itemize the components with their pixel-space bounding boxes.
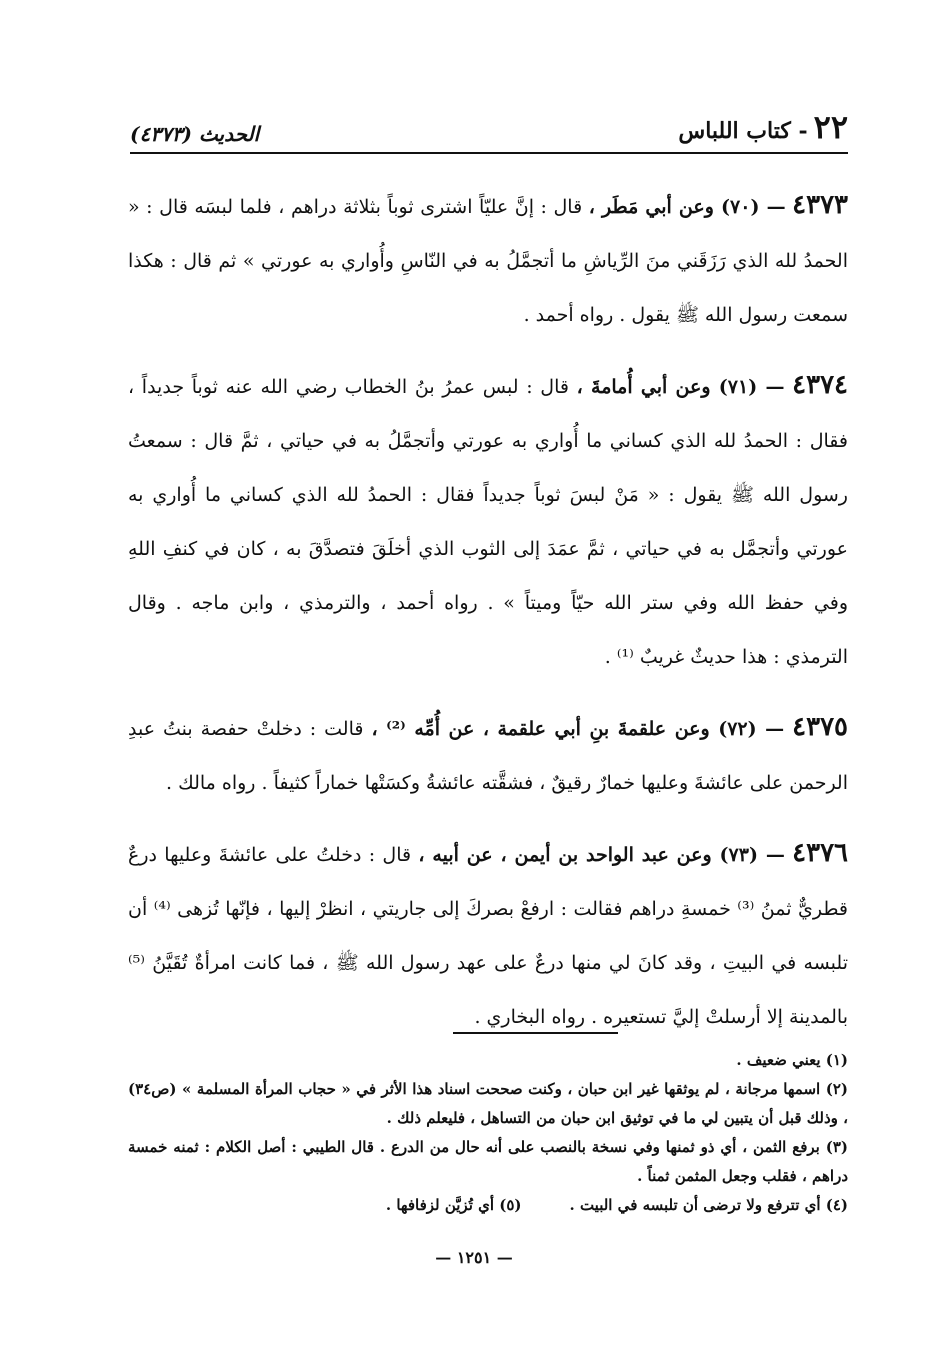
hadith-number: ٤٣٧٣ [792,190,848,220]
footnote-3: (٣) برفع الثمن ، أي ذو ثمنها وفي نسخة بالنصب على أنه حال من الدرع . قال الطيبي : أصل الكلام : ثمنه خمسة دراهم ، فقلب وجعل المثمن ثمناً . [128,1138,848,1185]
hadith-narrator: (٧٢) وعن علقمةَ بنِ أبي علقمة ، عن أُمِّه ⁽²⁾ ، [371,718,757,740]
hadith-range-label: الحديث (٤٣٧٣) [130,122,260,146]
footnote-5: (٥) أي تُزيَّن لزفافها . [385,1196,522,1214]
hadith-number: ٤٣٧٥ [792,712,849,742]
hadith-dash: — [759,196,786,218]
hadith-dash: — [756,718,785,740]
hadith-dash: — [757,844,785,866]
hadith-text: قالت : دخلتْ حفصة بنتُ عبدِ الرحمن على عائشةَ وعليها خمارٌ رقيقٌ ، فشقَّته عائشةُ وكسَتْها خماراً كثيفاً . رواه مالك . [128,718,848,794]
footnote-4: (٤) أي تترفع ولا ترضى أن تلبسه في البيت . [569,1196,848,1214]
hadith-number: ٤٣٧٤ [792,370,848,400]
footnote-2: (٢) اسمها مرجانة ، لم يوثقها غير ابن حبان ، وكنت صححت اسناد هذا الأثر في « حجاب المرأة المسلمة » (ص٣٤) ، وذلك قبل أن يتبين لي ما في توثيق ابن حبان من التساهل ، فليعلم ذلك . [128,1080,848,1127]
footnote-1: (١) يعني ضعيف . [736,1051,848,1069]
hadith-number: ٤٣٧٦ [792,838,848,868]
footnote-separator [0,1032,948,1033]
chapter-number: ٢٢ [813,108,848,146]
hadith-entry [128,700,848,810]
hadith-narrator: (٧٣) وعن عبد الواحد بن أيمن ، عن أبيه ، [418,844,758,866]
chapter-title: - كتاب اللباس [678,118,808,144]
main-text [128,178,848,1060]
hadith-narrator: (٧١) وعن أبي أُمامةَ ، [576,376,758,398]
hadith-entry [128,358,848,684]
footnotes [128,1046,848,1220]
hadith-narrator: (٧٠) وعن أبي مَطَر ، [588,196,760,218]
hadith-entry [128,826,848,1044]
hadith-dash: — [757,376,785,398]
hadith-text: قال : لبس عمرُ بنُ الخطاب رضي الله عنه ثوباً جديداً ، فقال : الحمدُ لله الذي كساني ما أُواري به عورتي وأتجمَّلُ به في حياتي ، ثمَّ قال : سمعتُ رسول الله ﷺ يقول : « مَنْ لبسَ ثوباً جديداً فقال : الحمدُ لله الذي كساني ما أُواري به عورتي وأتجمَّل به في حياتي ، ثمَّ عمَدَ إلى الثوب الذي أخلَقَ فتصدَّقَ به ، كان في كنفِ اللهِ وفي حفظ الله وفي ستر الله حيّاً وميتاً » . رواه أحمد ، والترمذي ، وابن ماجه . وقال الترمذي : هذا حديثٌ غريبٌ ⁽¹⁾ . [128,376,848,668]
chapter-heading [678,108,848,146]
footnote-row [128,1191,848,1220]
hadith-text: قال : دخلتُ على عائشةَ وعليها درعٌ قطريٌّ ثمنُ ⁽³⁾ خمسةِ دراهم فقالت : ارفعْ بصركَ إلى جاريتي ، انظرْ إليها ، فإنّها تُزهى ⁽⁴⁾ أن تلبسه في البيتِ ، وقد كانَ لي منها درعٌ على عهد رسول الله ﷺ ، فما كانت امرأةٌ تُقَيَّنُ ⁽⁵⁾ بالمدينة إلا أرسلتْ إليَّ تستعيره . رواه البخاري . [128,844,848,1028]
page-number: — ١٢٥١ — [435,1248,513,1267]
page-header [130,98,848,154]
footnote-rule [453,1032,618,1034]
hadith-text: قال : إنَّ عليّاً اشترى ثوباً بثلاثة دراهم ، فلما لبسَه قال : « الحمدُ لله الذي رَزَقَني منَ الرِّياشِ ما أتجمَّلُ به في النّاسِ وأُواري به عورتي » ثم قال : هكذا سمعت رسول الله ﷺ يقول . رواه أحمد . [128,196,848,326]
hadith-entry [128,178,848,342]
